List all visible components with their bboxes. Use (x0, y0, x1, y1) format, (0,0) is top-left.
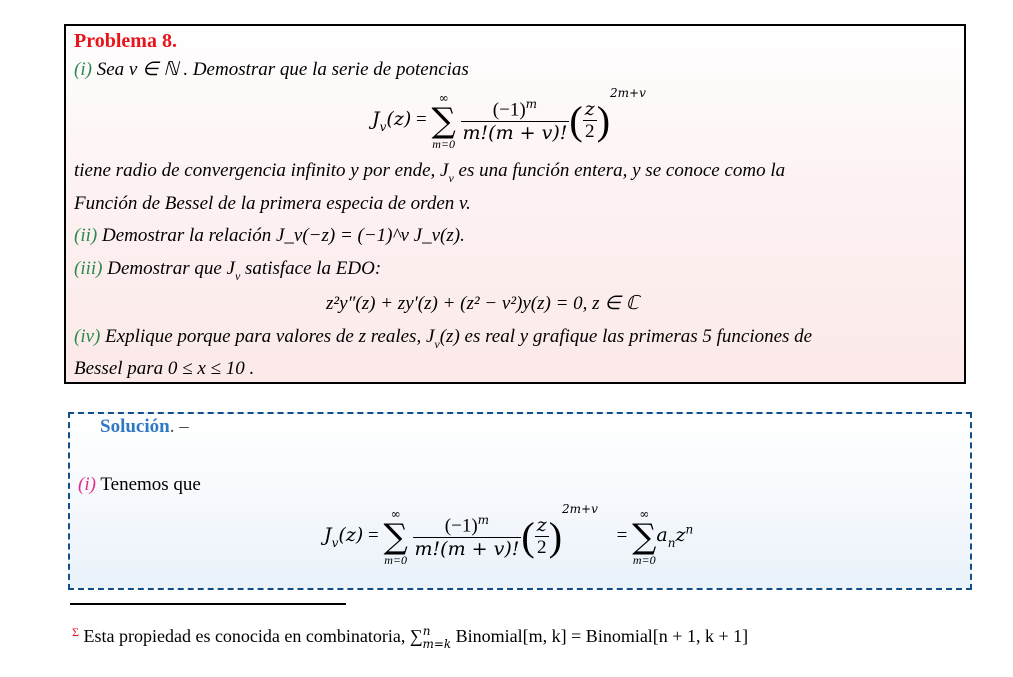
formula-lhs: J (324, 524, 332, 546)
formula-lhs-arg: (z) (386, 108, 412, 130)
item-i-continuation-2: Función de Bessel de la primera especia de orden v. (74, 193, 471, 214)
formula-eq-2: = (616, 525, 628, 546)
solution-tag: (i) (78, 474, 96, 495)
problem-box (64, 24, 966, 384)
item-text: Demostrar que J (107, 258, 235, 279)
item-sub: v (434, 337, 440, 351)
problem-title: Problema 8. (74, 30, 177, 52)
sum-top: ∞ (639, 506, 650, 521)
item-iv-statement (74, 326, 964, 352)
item-rest: (z) es real y grafique las primeras 5 funciones de (439, 326, 813, 347)
solution-title (100, 416, 189, 438)
solution-text: Tenemos que (100, 474, 201, 495)
cont-rest: es una función entera, y se conoce como la (453, 160, 786, 181)
formula-lhs: J (372, 108, 380, 130)
inner-num: z (584, 98, 595, 121)
footnote-mark-icon: Σ (72, 625, 79, 639)
item-text: Demostrar la relación (101, 225, 276, 246)
item-tag: (i) (74, 59, 92, 80)
footnote-text: Esta propiedad es conocida en combinatoria, (83, 626, 410, 646)
left-paren-icon: ( (521, 514, 535, 560)
footnote-sum-sub: m=k (422, 637, 452, 651)
formula-lhs-sub: v (379, 120, 387, 134)
solution-formula (324, 502, 693, 566)
footnote-sum-sup: n (422, 624, 431, 638)
item-tag: (iv) (74, 326, 101, 347)
sum-top: ∞ (390, 506, 401, 521)
inner-num: z (536, 514, 547, 537)
formula-lhs-arg: (z) (338, 524, 364, 546)
footnote (72, 624, 748, 651)
sum-symbol (383, 508, 407, 566)
item-tag: (iii) (74, 258, 103, 279)
coef-sub: n (667, 536, 676, 550)
formula-power: 2m+v (610, 86, 646, 100)
solution-title-text: Solución (100, 416, 170, 437)
sum-bottom: m=0 (632, 552, 656, 567)
sum-top: ∞ (438, 90, 449, 105)
sigma-icon: ∑ (632, 516, 657, 557)
fraction-num: (−1) (444, 515, 478, 537)
inner-fraction (535, 514, 549, 559)
cont-text: tiene radio de convergencia infinito y por ende, J (74, 160, 449, 181)
formula-power: 2m+v (562, 502, 598, 516)
item-i-statement (74, 58, 469, 81)
footnote-rule (70, 603, 346, 605)
fraction-den: m!(m + v)! (462, 122, 568, 145)
inner-fraction (583, 98, 597, 143)
fraction (461, 97, 570, 144)
solution-dash: . – (169, 416, 189, 437)
sum-bottom: m=0 (432, 136, 455, 151)
bessel-series-formula (372, 86, 646, 150)
right-paren-icon: ) (596, 98, 611, 144)
sum-bottom: m=0 (384, 552, 407, 567)
item-iii-statement (74, 258, 381, 284)
fraction-num-sup: m (525, 96, 538, 111)
item-iv-continuation: Bessel para 0 ≤ x ≤ 10 . (74, 358, 255, 379)
cont-sub: v (448, 171, 454, 185)
footnote-expr: Binomial[m, k] = Binomial[n + 1, k + 1] (451, 626, 749, 646)
solution-item-i (78, 474, 201, 496)
inner-den: 2 (584, 121, 595, 143)
fraction-den: m!(m + v)! (414, 538, 520, 561)
var-z: z (675, 524, 686, 546)
var-sup: n (685, 522, 694, 537)
coef-a: a (656, 524, 668, 546)
inner-den: 2 (536, 537, 547, 559)
item-text: Explique porque para valores de z reales, J (105, 326, 435, 347)
item-tag: (ii) (74, 225, 98, 246)
footnote-sum-icon: ∑ (409, 626, 423, 646)
formula-lhs-sub: v (331, 536, 339, 550)
fraction-num-sup: m (477, 512, 490, 527)
sum-symbol (431, 92, 455, 150)
ode-formula: z²y″(z) + zy′(z) + (z² − v²)y(z) = 0, z ∈ ℂ (326, 293, 639, 314)
item-i-continuation-1 (74, 160, 964, 186)
right-paren-icon: ) (548, 514, 563, 560)
fraction-num: (−1) (492, 99, 526, 121)
relation-formula: J_v(−z) = (−1)^v J_v(z). (275, 225, 465, 246)
sigma-icon: ∑ (431, 100, 456, 141)
item-rest: satisface la EDO: (240, 258, 382, 279)
left-paren-icon: ( (569, 98, 583, 144)
item-sub: v (234, 269, 241, 283)
formula-eq: = (416, 109, 427, 130)
sigma-icon: ∑ (383, 516, 408, 557)
item-text: Sea v ∈ ℕ . Demostrar que la serie de potencias (96, 59, 469, 80)
sum-symbol-2 (632, 508, 656, 566)
fraction (413, 513, 522, 560)
solution-box (68, 412, 972, 590)
item-ii-statement (74, 225, 465, 247)
formula-eq: = (368, 525, 379, 546)
